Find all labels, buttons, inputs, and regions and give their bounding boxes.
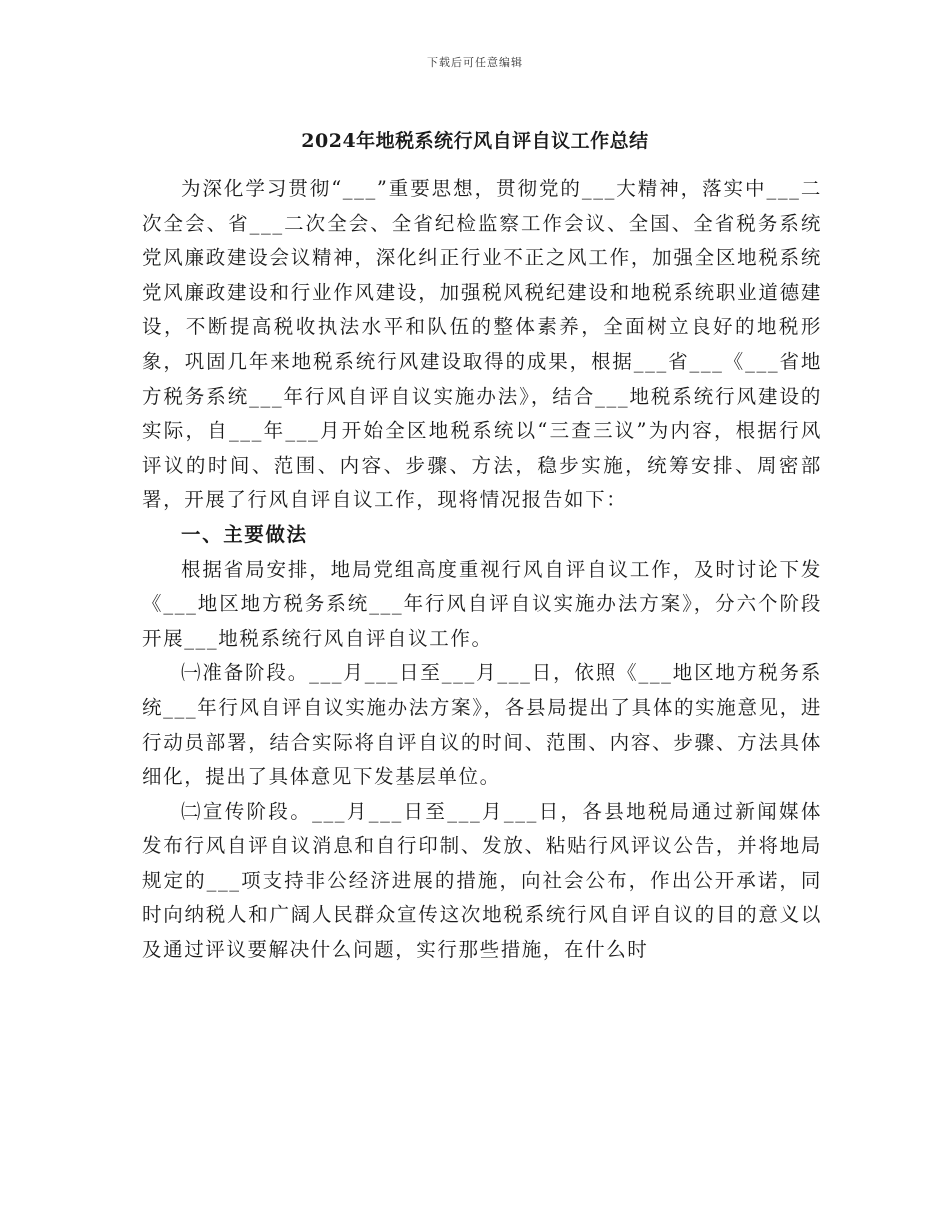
header-note: 下载后可任意编辑 [427,56,523,69]
stage-1-paragraph: ㈠准备阶段。___月___日至___月___日，依照《___地区地方税务系统___年行风自评自议实施办法方案》，各县局提出了具体的实施意见，进行动员部署，结合实际将自评自议的时间、范围、内容、步骤、方法具体细化，提出了具体意见下发基层单位。 [142,661,822,789]
section-heading-main-practices: 一、主要做法 [181,522,308,546]
intro-paragraph: 为深化学习贯彻“___”重要思想，贯彻党的___大精神，落实中___二次全会、省___二次全会、全省纪检监察工作会议、全国、全省税务系统党风廉政建设会议精神，深化纠正行业不正之风工作，加强全区地税系统党风廉政建设和行业作风建设，加强税风税纪建设和地税系统职业道德建设，不断提高税收执法水平和队伍的整体素养，全面树立良好的地税形象，巩固几年来地税系统行风建设取得的成果，根据___省___《___省地方税务系统___年行风自评自议实施办法》，结合___地税系统行风建设的实际，自___年___月开始全区地税系统以“三查三议”为内容，根据行风评议的时间、范围、内容、步骤、方法，稳步实施，统筹安排、周密部署，开展了行风自评自议工作，现将情况报告如下： [142,177,822,512]
stage-2-paragraph: ㈡宣传阶段。___月___日至___月___日，各县地税局通过新闻媒体发布行风自评自议消息和自行印制、发放、粘贴行风评议公告，并将地局规定的___项支持非公经济进展的措施，向社会公布，作出公开承诺，同时向纳税人和广阔人民群众宣传这次地税系统行风自评自议的目的意义以及通过评议要解决什么问题，实行那些措施，在什么时 [142,799,822,962]
section-1-paragraph: 根据省局安排，地局党组高度重视行风自评自议工作，及时讨论下发《___地区地方税务系统___年行风自评自议实施办法方案》，分六个阶段开展___地税系统行风自评自议工作。 [142,557,822,650]
document-title: 2024年地税系统行风自评自议工作总结 [301,130,649,152]
document-body [142,172,822,968]
